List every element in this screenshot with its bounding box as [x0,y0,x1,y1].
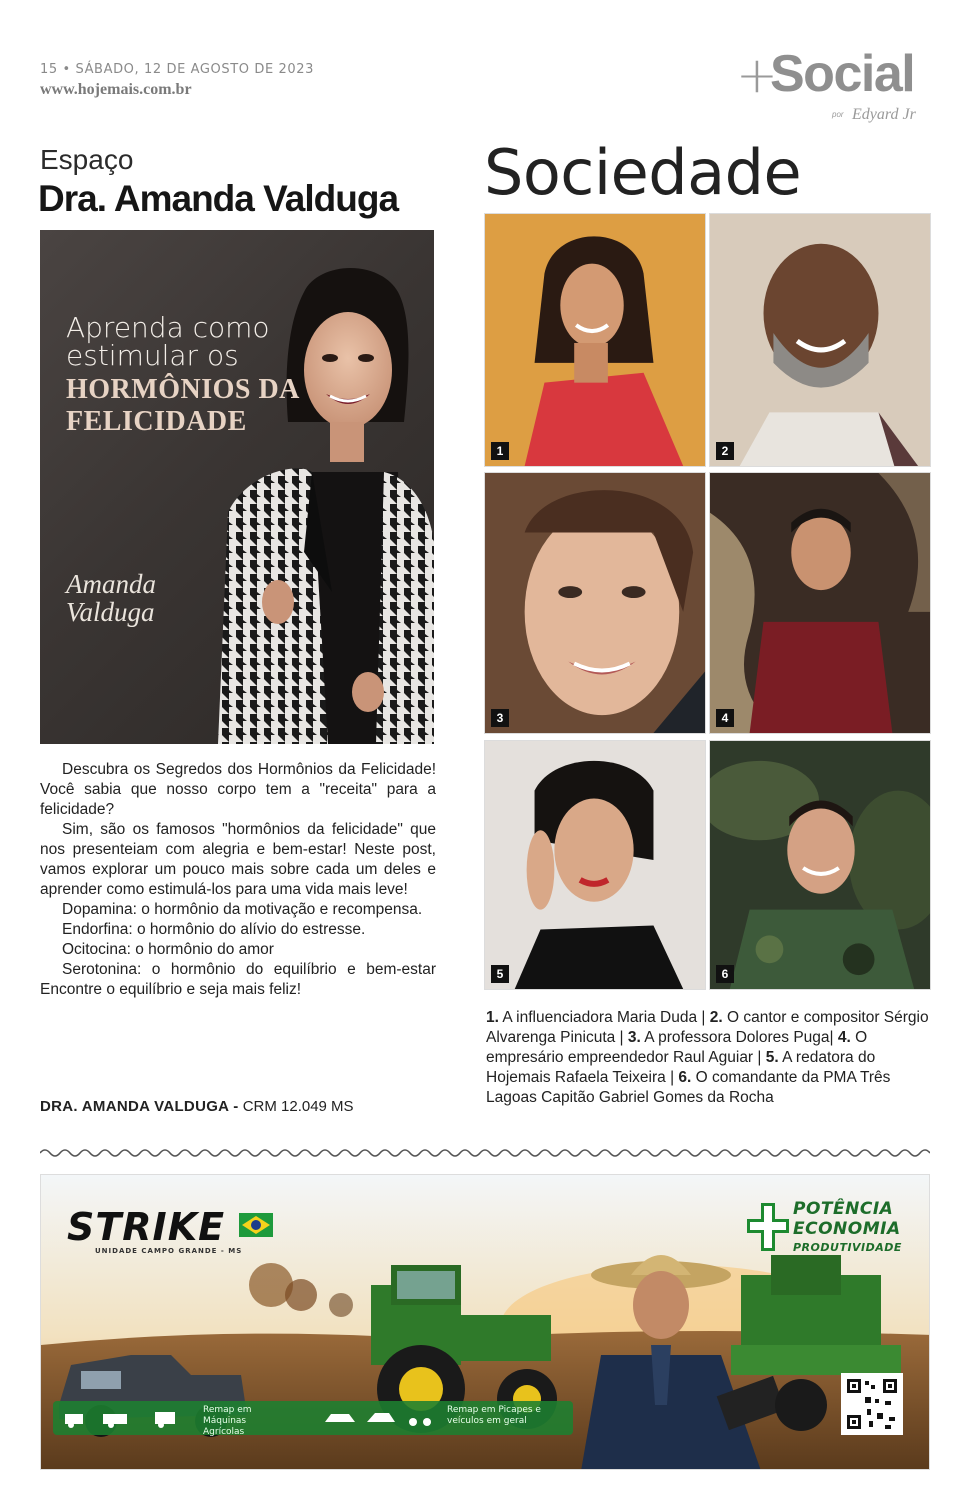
caption-number: 6. [678,1069,692,1086]
photo-number: 4 [716,709,734,727]
society-photo-1[interactable] [484,213,706,467]
photo-number: 6 [716,965,734,983]
article-paragraph: Sim, são os famosos "hormônios da felicidade" que nos presenteiam com alegria e bem-estar! Neste post, vamos explorar um pouco mais sobre cada um deles e aprender como estimulá-los para uma vida mais leve! [40,821,436,898]
ad-service-bar [53,1401,573,1435]
qr-code-icon [845,1377,899,1431]
photo-number: 3 [491,709,509,727]
society-photo-6[interactable] [709,740,931,990]
portrait-photo [485,214,705,466]
agricultural-machines-icon [63,1408,183,1428]
promo-headline: Aprenda como estimular os [66,311,270,372]
strike-logo-subtitle: UNIDADE CAMPO GRANDE - MS [95,1247,243,1255]
caption-number: 4. [837,1029,851,1046]
promo-signature: Amanda Valduga [66,569,156,627]
strike-advertisement[interactable] [40,1174,930,1470]
society-photo-3[interactable] [484,472,706,734]
article-paragraph: Descubra os Segredos dos Hormônios da Felicidade! Você sabia que nosso corpo tem a "receita" para a felicidade? [40,761,436,818]
column-title: Dra. Amanda Valduga [38,178,399,219]
photo-number: 2 [716,442,734,460]
brand-plus: + [736,46,778,104]
caption-text: A professora Dolores Puga| [644,1029,834,1046]
society-photo-2[interactable] [709,213,931,467]
portrait-photo [710,214,930,466]
article-paragraph: Ocitocina: o hormônio do amor [62,941,274,958]
ad-tagline-1: POTÊNCIA [793,1199,894,1219]
photo-number: 1 [491,442,509,460]
plus-cross-icon [747,1203,789,1251]
article-paragraph: Serotonina: o hormônio do equilíbrio e bem-estar Encontre o equilíbrio e seja mais feliz! [40,961,436,998]
society-photo-5[interactable] [484,740,706,990]
brand-signature: Edyard Jr [852,106,916,123]
column-kicker: Espaço [40,144,134,175]
portrait-photo [485,741,705,989]
page-date-line: 15 • SÁBADO, 12 DE AGOSTO DE 2023 [40,62,314,77]
caption-number: 3. [627,1029,641,1046]
article-paragraph: Endorfina: o hormônio do alívio do estresse. [62,921,366,938]
photo-number: 5 [491,965,509,983]
promo-image [40,230,434,744]
qr-code[interactable] [841,1373,903,1435]
ad-tagline-3: PRODUTIVIDADE [793,1241,902,1254]
caption-number: 5. [765,1049,779,1066]
wavy-divider [40,1146,930,1160]
byline [40,1098,354,1115]
column-brand-logo [728,44,938,134]
ad-remap-machines: Remap em Máquinas Agrícolas [203,1405,252,1437]
caption-number: 2. [709,1009,723,1026]
caption-text: O empresário empreendedor Raul Aguiar | [486,1029,868,1066]
ad-remap-vehicles: Remap em Picapes e veículos em geral [447,1405,541,1426]
caption-text: A influenciadora Maria Duda | [502,1009,706,1026]
portrait-photo [485,473,705,733]
article-paragraph: Dopamina: o hormônio da motivação e recompensa. [62,901,423,918]
brand-word: Social [770,45,915,103]
ad-tagline-2: ECONOMIA [793,1219,901,1239]
byline-crm: CRM 12.049 MS [242,1098,354,1115]
section-title: Sociedade [484,136,802,209]
vehicles-icon [323,1408,433,1428]
brazil-flag-icon [239,1213,273,1237]
caption-number: 1. [486,1009,499,1026]
strike-logo: STRIKE [67,1205,226,1249]
society-photo-4[interactable] [709,472,931,734]
caption-text: A redatora do Hojemais Rafaela Teixeira | [486,1049,876,1086]
byline-name: DRA. AMANDA VALDUGA - [40,1098,239,1115]
photo-captions [486,1008,930,1108]
caption-text: O cantor e compositor Sérgio Alvarenga Pinicuta | [486,1009,929,1046]
promo-highlight: HORMÔNIOS DA FELICIDADE [66,374,299,437]
caption-text: O comandante da PMA Três Lagoas Capitão Gabriel Gomes da Rocha [486,1069,891,1106]
portrait-photo [710,473,930,733]
brand-by: por [832,110,844,119]
portrait-photo [710,741,930,989]
website-url[interactable]: www.hojemais.com.br [40,81,192,98]
article-body [40,760,436,1000]
